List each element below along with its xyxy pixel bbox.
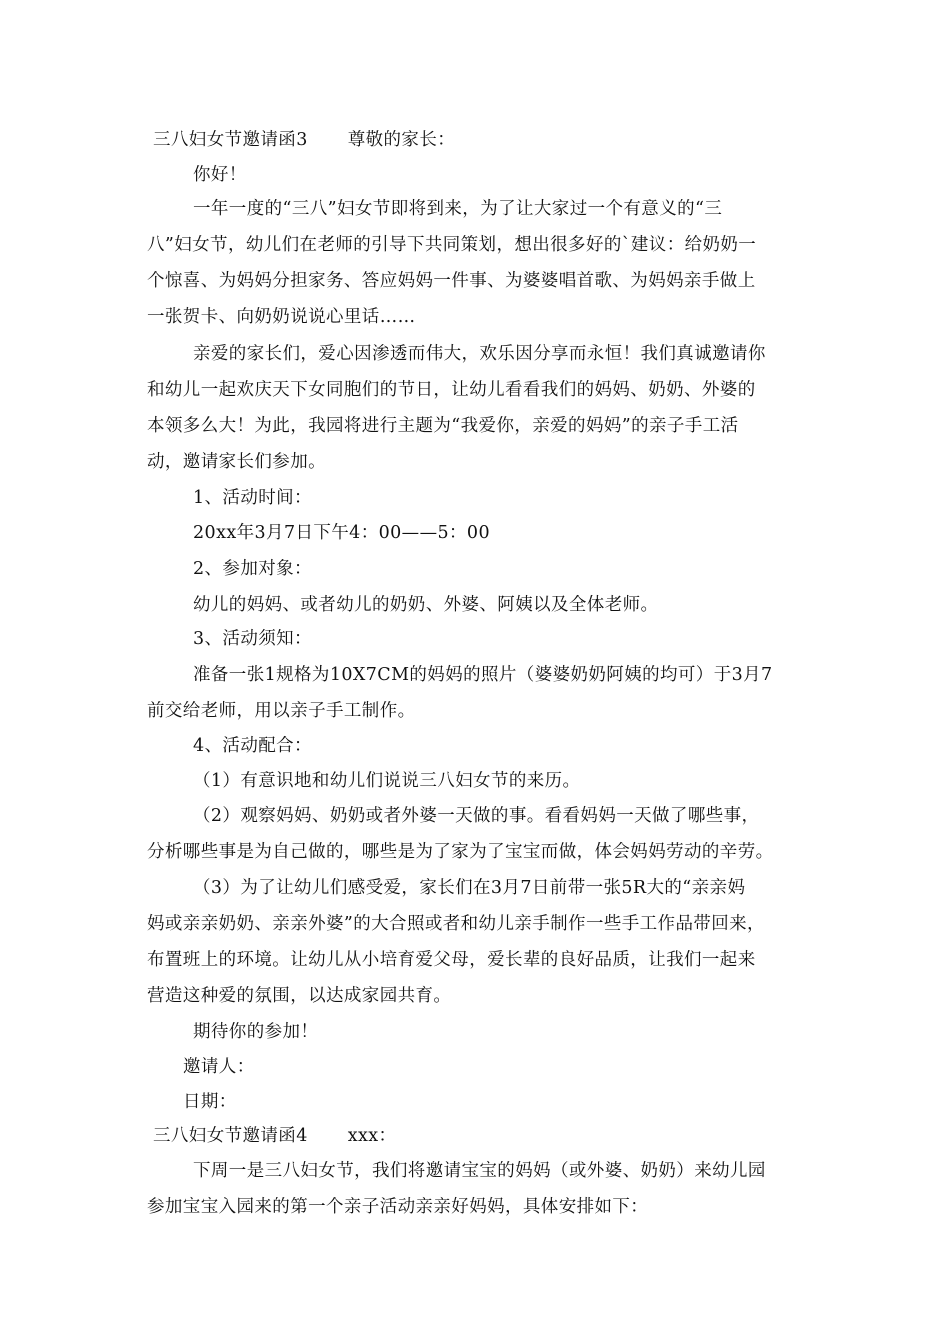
section3-greeting: 你好！	[193, 165, 247, 185]
sub2-line: （2）观察妈妈、奶奶或者外婆一天做的事。看看妈妈一天做了哪些事，	[193, 806, 760, 826]
section4-para1-line: 参加宝宝入园来的第一个亲子活动亲亲好妈妈，具体安排如下：	[147, 1197, 649, 1217]
item2-value: 幼儿的妈妈、或者幼儿的奶奶、外婆、阿姨以及全体老师。	[193, 595, 659, 615]
section4-heading-line	[153, 1124, 396, 1148]
section3-heading: 三八妇女节邀请函3	[153, 130, 308, 150]
item1-title: 1、活动时间：	[193, 488, 312, 508]
sub1-line: （1）有意识地和幼儿们说说三八妇女节的来历。	[193, 771, 581, 791]
item4-title: 4、活动配合：	[193, 736, 312, 756]
item3-value-line: 准备一张1规格为10X7CM的妈妈的照片（婆婆奶奶阿姨的均可）于3月7	[193, 665, 773, 685]
sub3-line: 营造这种爱的氛围，以达成家园共育。	[147, 986, 452, 1006]
section3-para2-line: 本领多么大！为此，我园将进行主题为“我爱你，亲爱的妈妈”的亲子手工活	[147, 416, 739, 436]
item2-title: 2、参加对象：	[193, 559, 312, 579]
item3-value-line: 前交给老师，用以亲子手工制作。	[147, 701, 416, 721]
date-line: 日期：	[183, 1092, 237, 1112]
section3-heading-line	[153, 128, 455, 152]
inviter-line: 邀请人：	[183, 1057, 255, 1077]
item1-value: 20xx年3月7日下午4：00——5：00	[193, 523, 490, 543]
sub3-line: （3）为了让幼儿们感受爱，家长们在3月7日前带一张5R大的“亲亲妈	[193, 878, 746, 898]
section3-para2-line: 亲爱的家长们，爱心因渗透而伟大，欢乐因分享而永恒！我们真诚邀请你	[193, 344, 766, 364]
section4-heading: 三八妇女节邀请函4	[153, 1126, 308, 1146]
sub2-line: 分析哪些事是为自己做的，哪些是为了家为了宝宝而做，体会妈妈劳动的辛劳。	[147, 842, 774, 862]
section3-para1-line: 一年一度的“三八”妇女节即将到来，为了让大家过一个有意义的“三	[193, 199, 723, 219]
closing-line: 期待你的参加！	[193, 1022, 319, 1042]
sub3-line: 妈或亲亲奶奶、亲亲外婆”的大合照或者和幼儿亲手制作一些手工作品带回来，	[147, 914, 765, 934]
section3-para2-line: 动，邀请家长们参加。	[147, 452, 326, 472]
section3-salutation: 尊敬的家长：	[347, 130, 456, 150]
section3-para1-line: 一张贺卡、向奶奶说说心里话……	[147, 307, 416, 327]
section3-para1-line: 个惊喜、为妈妈分担家务、答应妈妈一件事、为婆婆唱首歌、为妈妈亲手做上	[147, 271, 756, 291]
item3-title: 3、活动须知：	[193, 629, 312, 649]
sub3-line: 布置班上的环境。让幼儿从小培育爱父母，爱长辈的良好品质，让我们一起来	[147, 950, 756, 970]
section3-para2-line: 和幼儿一起欢庆天下女同胞们的节日，让幼儿看看我们的妈妈、奶奶、外婆的	[147, 380, 756, 400]
section4-para1-line: 下周一是三八妇女节，我们将邀请宝宝的妈妈（或外婆、奶奶）来幼儿园	[193, 1161, 766, 1181]
section4-salutation: xxx：	[347, 1126, 397, 1146]
section3-para1-line: 八”妇女节，幼儿们在老师的引导下共同策划，想出很多好的`建议：给奶奶一	[147, 235, 757, 255]
